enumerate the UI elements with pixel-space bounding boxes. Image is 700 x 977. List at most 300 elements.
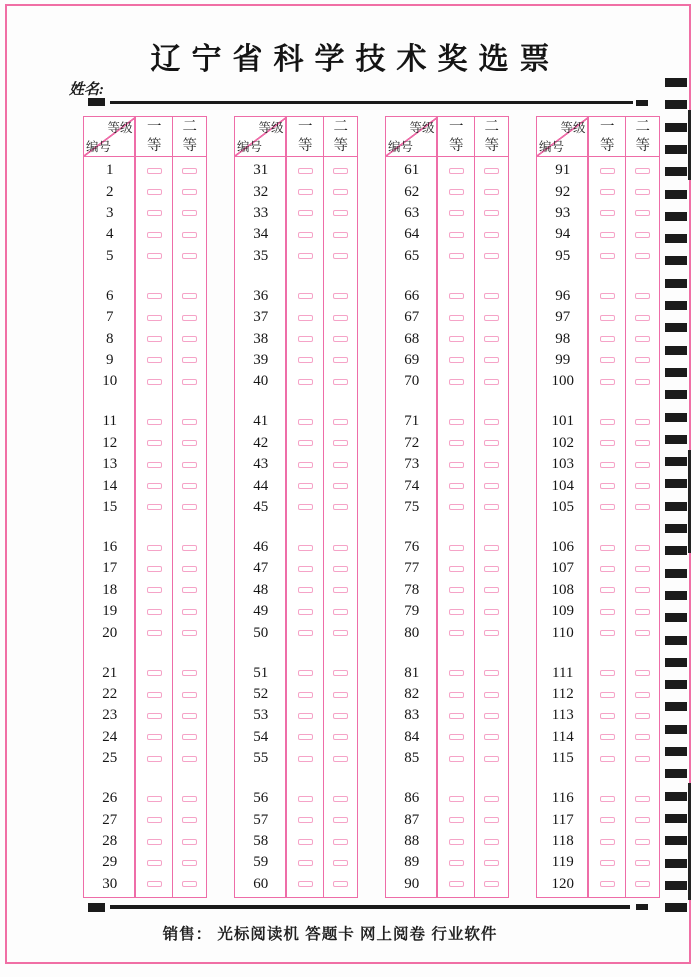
bubble-second-class[interactable] xyxy=(484,232,499,238)
bubble-first-class-cell xyxy=(287,796,325,802)
bubble-second-class[interactable] xyxy=(484,357,499,363)
bubble-first-class[interactable] xyxy=(600,293,615,299)
bubble-first-class[interactable] xyxy=(147,692,162,698)
bubble-second-class[interactable] xyxy=(484,670,499,676)
bubble-first-class[interactable] xyxy=(298,545,313,551)
bubble-second-class[interactable] xyxy=(333,315,348,321)
bubble-second-class[interactable] xyxy=(333,817,348,823)
bubble-second-class[interactable] xyxy=(333,483,348,489)
bubble-second-class[interactable] xyxy=(484,253,499,259)
bubble-first-class[interactable] xyxy=(600,860,615,866)
bubble-first-class[interactable] xyxy=(600,440,615,446)
bubble-first-class[interactable] xyxy=(147,796,162,802)
bubble-first-class[interactable] xyxy=(449,462,464,468)
bubble-second-class[interactable] xyxy=(635,734,650,740)
bubble-first-class[interactable] xyxy=(298,713,313,719)
bubble-second-class[interactable] xyxy=(333,189,348,195)
bubble-second-class[interactable] xyxy=(484,566,499,572)
bubble-first-class[interactable] xyxy=(298,253,313,259)
bubble-second-class[interactable] xyxy=(182,440,197,446)
bubble-second-class[interactable] xyxy=(182,379,197,385)
timing-mark xyxy=(665,546,687,555)
bubble-first-class[interactable] xyxy=(298,379,313,385)
bubble-first-class[interactable] xyxy=(298,692,313,698)
bubble-first-class[interactable] xyxy=(449,670,464,676)
bubble-first-class[interactable] xyxy=(298,734,313,740)
bubble-second-class[interactable] xyxy=(635,315,650,321)
bubble-second-class[interactable] xyxy=(484,168,499,174)
bubble-second-class[interactable] xyxy=(635,670,650,676)
bubble-second-class[interactable] xyxy=(484,483,499,489)
award-row xyxy=(386,203,508,224)
bubble-first-class[interactable] xyxy=(449,692,464,698)
bubble-first-class[interactable] xyxy=(298,168,313,174)
bubble-second-class[interactable] xyxy=(635,232,650,238)
bubble-first-class[interactable] xyxy=(298,440,313,446)
bubble-first-class[interactable] xyxy=(600,587,615,593)
bubble-second-class[interactable] xyxy=(333,713,348,719)
bubble-second-class[interactable] xyxy=(333,357,348,363)
bubble-first-class[interactable] xyxy=(600,462,615,468)
bubble-first-class[interactable] xyxy=(600,796,615,802)
bubble-second-class[interactable] xyxy=(635,839,650,845)
bubble-first-class[interactable] xyxy=(147,609,162,615)
bubble-first-class[interactable] xyxy=(147,713,162,719)
bubble-second-class[interactable] xyxy=(333,609,348,615)
bubble-first-class[interactable] xyxy=(449,817,464,823)
bubble-second-class[interactable] xyxy=(635,881,650,887)
bubble-second-class[interactable] xyxy=(484,419,499,425)
bubble-second-class[interactable] xyxy=(333,440,348,446)
entry-number: 26 xyxy=(102,790,118,807)
bubble-first-class[interactable] xyxy=(449,440,464,446)
bubble-second-class-cell xyxy=(173,483,207,489)
bubble-first-class[interactable] xyxy=(147,357,162,363)
bubble-first-class[interactable] xyxy=(600,566,615,572)
bubble-first-class-cell xyxy=(438,357,476,363)
bubble-second-class[interactable] xyxy=(333,210,348,216)
bubble-second-class[interactable] xyxy=(635,379,650,385)
entry-number: 55 xyxy=(253,750,269,767)
bubble-first-class[interactable] xyxy=(147,483,162,489)
bubble-first-class[interactable] xyxy=(147,440,162,446)
bubble-first-class[interactable] xyxy=(147,232,162,238)
bubble-second-class[interactable] xyxy=(484,630,499,636)
bubble-first-class[interactable] xyxy=(600,232,615,238)
bubble-second-class[interactable] xyxy=(182,860,197,866)
award-row xyxy=(537,224,659,245)
award-row xyxy=(537,497,659,518)
entry-number: 7 xyxy=(106,309,114,326)
bubble-second-class[interactable] xyxy=(635,713,650,719)
bubble-first-class[interactable] xyxy=(600,379,615,385)
bubble-first-class[interactable] xyxy=(600,692,615,698)
bubble-second-class[interactable] xyxy=(484,817,499,823)
bubble-second-class-cell xyxy=(173,609,207,615)
bubble-second-class[interactable] xyxy=(333,734,348,740)
bubble-second-class[interactable] xyxy=(182,796,197,802)
bubble-first-class[interactable] xyxy=(449,232,464,238)
bubble-second-class[interactable] xyxy=(333,379,348,385)
bubble-first-class[interactable] xyxy=(449,734,464,740)
bubble-first-class[interactable] xyxy=(147,566,162,572)
bubble-second-class[interactable] xyxy=(635,462,650,468)
name-write-line[interactable] xyxy=(110,101,633,105)
bubble-second-class[interactable] xyxy=(182,630,197,636)
bubble-first-class[interactable] xyxy=(147,734,162,740)
award-row xyxy=(235,350,357,371)
bubble-second-class[interactable] xyxy=(182,670,197,676)
bubble-first-class[interactable] xyxy=(147,630,162,636)
bubble-first-class-cell xyxy=(136,839,174,845)
bubble-second-class[interactable] xyxy=(182,419,197,425)
bubble-second-class[interactable] xyxy=(182,566,197,572)
bubble-first-class[interactable] xyxy=(147,336,162,342)
bubble-second-class[interactable] xyxy=(333,336,348,342)
bubble-second-class[interactable] xyxy=(182,357,197,363)
bubble-first-class[interactable] xyxy=(298,630,313,636)
bubble-second-class[interactable] xyxy=(635,609,650,615)
bubble-second-class[interactable] xyxy=(182,168,197,174)
bubble-first-class[interactable] xyxy=(449,713,464,719)
bubble-first-class[interactable] xyxy=(298,817,313,823)
bubble-first-class[interactable] xyxy=(449,293,464,299)
bubble-first-class-cell xyxy=(287,462,325,468)
bubble-second-class[interactable] xyxy=(635,357,650,363)
bubble-second-class[interactable] xyxy=(484,713,499,719)
bubble-second-class[interactable] xyxy=(333,670,348,676)
bubble-first-class[interactable] xyxy=(600,839,615,845)
bubble-first-class[interactable] xyxy=(298,357,313,363)
award-row xyxy=(235,371,357,392)
award-row xyxy=(235,224,357,245)
bubble-second-class[interactable] xyxy=(484,462,499,468)
award-row xyxy=(386,788,508,809)
bubble-second-class-cell xyxy=(626,566,660,572)
award-row xyxy=(386,558,508,579)
bubble-first-class[interactable] xyxy=(449,839,464,845)
bubble-second-class[interactable] xyxy=(333,504,348,510)
bubble-first-class[interactable] xyxy=(147,210,162,216)
bubble-second-class[interactable] xyxy=(635,630,650,636)
entry-number: 70 xyxy=(404,373,420,390)
bubble-second-class[interactable] xyxy=(182,692,197,698)
bubble-second-class-cell xyxy=(173,462,207,468)
award-row xyxy=(386,809,508,830)
award-row xyxy=(537,475,659,496)
bubble-first-class[interactable] xyxy=(449,336,464,342)
bubble-second-class[interactable] xyxy=(484,545,499,551)
bubble-second-class[interactable] xyxy=(635,692,650,698)
bubble-second-class[interactable] xyxy=(182,545,197,551)
bubble-second-class[interactable] xyxy=(484,440,499,446)
bubble-first-class[interactable] xyxy=(449,210,464,216)
bubble-second-class[interactable] xyxy=(333,860,348,866)
bubble-first-class[interactable] xyxy=(147,379,162,385)
bubble-first-class[interactable] xyxy=(147,756,162,762)
bubble-first-class[interactable] xyxy=(298,232,313,238)
bubble-second-class[interactable] xyxy=(635,419,650,425)
bubble-second-class[interactable] xyxy=(182,483,197,489)
bubble-first-class[interactable] xyxy=(298,483,313,489)
bubble-first-class[interactable] xyxy=(600,357,615,363)
award-row xyxy=(537,350,659,371)
bubble-first-class[interactable] xyxy=(600,817,615,823)
bubble-first-class[interactable] xyxy=(147,860,162,866)
second-class-column-header-label: 二等 xyxy=(484,119,499,154)
bubble-first-class[interactable] xyxy=(298,839,313,845)
bubble-second-class[interactable] xyxy=(635,587,650,593)
bubble-first-class[interactable] xyxy=(298,609,313,615)
bubble-first-class[interactable] xyxy=(600,713,615,719)
bubble-second-class[interactable] xyxy=(182,713,197,719)
entry-number: 57 xyxy=(253,811,269,828)
bubble-first-class[interactable] xyxy=(449,881,464,887)
bubble-first-class[interactable] xyxy=(449,587,464,593)
bubble-second-class[interactable] xyxy=(484,796,499,802)
bubble-second-class[interactable] xyxy=(333,881,348,887)
bubble-second-class[interactable] xyxy=(635,440,650,446)
bubble-second-class[interactable] xyxy=(182,293,197,299)
award-row xyxy=(537,160,659,181)
bubble-second-class[interactable] xyxy=(182,609,197,615)
bubble-first-class[interactable] xyxy=(600,756,615,762)
bubble-first-class[interactable] xyxy=(600,881,615,887)
bubble-second-class[interactable] xyxy=(635,756,650,762)
bubble-second-class[interactable] xyxy=(635,545,650,551)
bubble-first-class[interactable] xyxy=(449,609,464,615)
bubble-first-class[interactable] xyxy=(298,587,313,593)
bubble-first-class[interactable] xyxy=(449,545,464,551)
bubble-first-class-cell xyxy=(589,839,627,845)
bubble-second-class[interactable] xyxy=(635,860,650,866)
bubble-first-class[interactable] xyxy=(600,504,615,510)
bubble-second-class[interactable] xyxy=(484,860,499,866)
bubble-first-class[interactable] xyxy=(147,462,162,468)
bubble-first-class-cell xyxy=(438,630,476,636)
bubble-second-class[interactable] xyxy=(333,839,348,845)
award-row xyxy=(537,181,659,202)
row-group xyxy=(84,286,206,393)
bubble-second-class[interactable] xyxy=(182,232,197,238)
bubble-first-class[interactable] xyxy=(449,379,464,385)
bubble-second-class[interactable] xyxy=(635,566,650,572)
bubble-second-class[interactable] xyxy=(182,336,197,342)
bubble-first-class[interactable] xyxy=(449,756,464,762)
bubble-second-class[interactable] xyxy=(333,232,348,238)
bubble-first-class[interactable] xyxy=(600,734,615,740)
bubble-first-class[interactable] xyxy=(449,419,464,425)
bubble-first-class[interactable] xyxy=(147,587,162,593)
bubble-first-class[interactable] xyxy=(449,357,464,363)
bubble-first-class[interactable] xyxy=(298,336,313,342)
bubble-second-class[interactable] xyxy=(484,315,499,321)
bubble-first-class[interactable] xyxy=(147,545,162,551)
bubble-first-class-cell xyxy=(287,817,325,823)
bubble-second-class[interactable] xyxy=(635,796,650,802)
form-title: 辽宁省科学技术奖选票 xyxy=(150,43,561,76)
bubble-first-class[interactable] xyxy=(298,796,313,802)
bubble-second-class-cell xyxy=(475,796,509,802)
bubble-first-class[interactable] xyxy=(147,189,162,195)
bubble-second-class[interactable] xyxy=(333,419,348,425)
bubble-second-class[interactable] xyxy=(333,630,348,636)
bubble-first-class[interactable] xyxy=(449,189,464,195)
bubble-first-class[interactable] xyxy=(600,419,615,425)
bubble-second-class-cell xyxy=(626,419,660,425)
bubble-first-class[interactable] xyxy=(298,566,313,572)
bubble-second-class[interactable] xyxy=(635,504,650,510)
bubble-first-class[interactable] xyxy=(298,293,313,299)
bubble-second-class[interactable] xyxy=(484,587,499,593)
bubble-first-class[interactable] xyxy=(600,189,615,195)
bubble-second-class-cell xyxy=(475,545,509,551)
entry-number: 98 xyxy=(555,330,571,347)
bubble-second-class[interactable] xyxy=(484,609,499,615)
bubble-first-class[interactable] xyxy=(600,630,615,636)
bubble-first-class[interactable] xyxy=(600,210,615,216)
omr-table-2 xyxy=(234,116,358,898)
bubble-first-class[interactable] xyxy=(298,860,313,866)
bubble-second-class[interactable] xyxy=(635,293,650,299)
first-class-column-header xyxy=(287,117,325,156)
bubble-second-class[interactable] xyxy=(182,587,197,593)
entry-number: 8 xyxy=(106,330,114,347)
bubble-second-class[interactable] xyxy=(182,839,197,845)
bubble-first-class[interactable] xyxy=(147,670,162,676)
bubble-second-class-cell xyxy=(324,189,358,195)
bubble-second-class[interactable] xyxy=(635,253,650,259)
bubble-second-class[interactable] xyxy=(182,210,197,216)
award-row xyxy=(235,852,357,873)
bubble-first-class[interactable] xyxy=(600,670,615,676)
bubble-first-class[interactable] xyxy=(147,168,162,174)
bubble-first-class[interactable] xyxy=(449,483,464,489)
bubble-first-class[interactable] xyxy=(600,609,615,615)
bubble-first-class[interactable] xyxy=(449,315,464,321)
bubble-first-class-cell xyxy=(287,734,325,740)
bubble-second-class[interactable] xyxy=(635,189,650,195)
bubble-first-class[interactable] xyxy=(449,860,464,866)
bubble-first-class[interactable] xyxy=(600,483,615,489)
bubble-second-class[interactable] xyxy=(635,168,650,174)
bubble-first-class[interactable] xyxy=(449,253,464,259)
bubble-second-class[interactable] xyxy=(484,210,499,216)
bubble-first-class[interactable] xyxy=(298,210,313,216)
bubble-first-class[interactable] xyxy=(147,315,162,321)
bubble-second-class[interactable] xyxy=(484,881,499,887)
bubble-second-class[interactable] xyxy=(333,587,348,593)
timing-mark xyxy=(665,569,687,578)
bubble-second-class[interactable] xyxy=(182,756,197,762)
bubble-second-class[interactable] xyxy=(182,315,197,321)
bubble-second-class[interactable] xyxy=(333,462,348,468)
bubble-second-class[interactable] xyxy=(182,881,197,887)
bubble-second-class[interactable] xyxy=(484,293,499,299)
bubble-second-class[interactable] xyxy=(635,817,650,823)
row-group xyxy=(537,411,659,518)
award-row xyxy=(235,246,357,267)
award-row xyxy=(537,286,659,307)
bubble-first-class[interactable] xyxy=(449,630,464,636)
bubble-second-class[interactable] xyxy=(484,839,499,845)
bubble-second-class[interactable] xyxy=(182,817,197,823)
bubble-first-class[interactable] xyxy=(147,881,162,887)
bubble-second-class[interactable] xyxy=(484,504,499,510)
bubble-first-class[interactable] xyxy=(298,419,313,425)
bubble-first-class[interactable] xyxy=(298,462,313,468)
bubble-first-class[interactable] xyxy=(449,796,464,802)
award-row xyxy=(386,662,508,683)
bubble-first-class[interactable] xyxy=(600,545,615,551)
bubble-second-class[interactable] xyxy=(182,253,197,259)
bubble-second-class[interactable] xyxy=(484,692,499,698)
bubble-first-class[interactable] xyxy=(147,419,162,425)
bubble-second-class-cell xyxy=(173,587,207,593)
bubble-first-class[interactable] xyxy=(147,504,162,510)
bubble-first-class[interactable] xyxy=(449,566,464,572)
bubble-second-class[interactable] xyxy=(333,756,348,762)
bubble-first-class[interactable] xyxy=(298,189,313,195)
bubble-first-class[interactable] xyxy=(298,756,313,762)
bubble-second-class[interactable] xyxy=(333,566,348,572)
bubble-second-class[interactable] xyxy=(484,189,499,195)
entry-number: 61 xyxy=(404,162,420,179)
entry-number: 73 xyxy=(404,456,420,473)
bubble-first-class[interactable] xyxy=(600,336,615,342)
bubble-second-class[interactable] xyxy=(635,210,650,216)
bubble-second-class[interactable] xyxy=(484,379,499,385)
bubble-second-class[interactable] xyxy=(182,734,197,740)
bubble-first-class[interactable] xyxy=(298,881,313,887)
bubble-second-class[interactable] xyxy=(635,483,650,489)
bubble-second-class-cell xyxy=(626,839,660,845)
bubble-first-class[interactable] xyxy=(147,839,162,845)
bubble-first-class[interactable] xyxy=(147,293,162,299)
bubble-second-class[interactable] xyxy=(182,189,197,195)
entry-number: 44 xyxy=(253,477,269,494)
bubble-second-class[interactable] xyxy=(333,796,348,802)
bubble-first-class-cell xyxy=(438,462,476,468)
bubble-second-class[interactable] xyxy=(333,168,348,174)
bubble-second-class-cell xyxy=(626,379,660,385)
bubble-first-class[interactable] xyxy=(600,253,615,259)
bubble-second-class[interactable] xyxy=(333,253,348,259)
bubble-second-class-cell xyxy=(475,293,509,299)
bubble-second-class[interactable] xyxy=(333,545,348,551)
bubble-first-class[interactable] xyxy=(147,253,162,259)
bubble-second-class[interactable] xyxy=(484,734,499,740)
bubble-second-class[interactable] xyxy=(182,504,197,510)
bubble-first-class[interactable] xyxy=(298,315,313,321)
bubble-second-class[interactable] xyxy=(333,293,348,299)
bubble-first-class[interactable] xyxy=(600,315,615,321)
bubble-first-class-cell xyxy=(136,670,174,676)
bubble-first-class[interactable] xyxy=(449,504,464,510)
bubble-second-class-cell xyxy=(475,168,509,174)
bubble-second-class[interactable] xyxy=(333,692,348,698)
bubble-first-class[interactable] xyxy=(449,168,464,174)
bubble-first-class[interactable] xyxy=(600,168,615,174)
bubble-second-class[interactable] xyxy=(484,756,499,762)
bubble-first-class[interactable] xyxy=(298,504,313,510)
bubble-second-class[interactable] xyxy=(182,462,197,468)
bubble-first-class[interactable] xyxy=(298,670,313,676)
bubble-second-class[interactable] xyxy=(484,336,499,342)
award-row xyxy=(84,224,206,245)
bubble-second-class[interactable] xyxy=(635,336,650,342)
bubble-first-class[interactable] xyxy=(147,817,162,823)
